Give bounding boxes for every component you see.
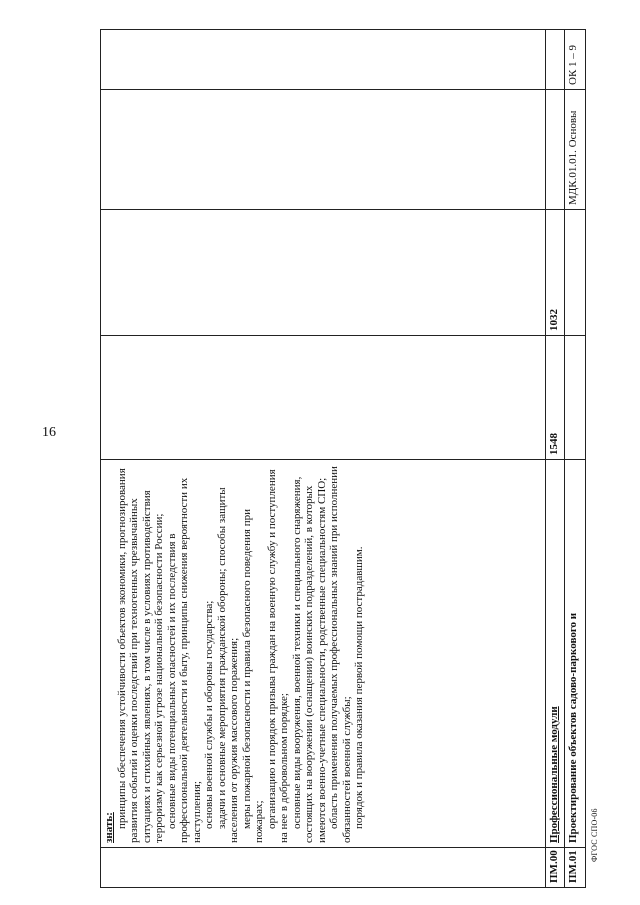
table-row	[101, 30, 546, 888]
pm01-mdk: МДК.01.01. Основы	[565, 90, 586, 210]
pm01-competencies: ОК 1 – 9	[565, 30, 586, 90]
competency-cell	[101, 30, 546, 90]
know-item: основы военной службы и обороны государства;	[203, 600, 215, 829]
pm00-teacher-hours: 1032	[546, 210, 565, 336]
table-row-pm01	[565, 30, 586, 888]
know-item: основные виды вооружения, военной техники и специального снаряжения, состоящих на вооружении (оснащении) воинских подразделений, в которых имеются военно-учетные специальности, родственные специальностям СПО;	[290, 476, 328, 843]
pm00-competency	[546, 30, 565, 90]
curriculum-table	[100, 29, 586, 888]
know-item: организацию и порядок призыва граждан на военную службу и поступления на нее в добровольном порядке;	[265, 469, 290, 843]
total-hours-cell	[101, 336, 546, 460]
know-item: принципы обеспечения устойчивости объектов экономики, прогнозирования развития событий и оценки последствий при техногенных чрезвычайных ситуациях и стихийных явлениях, в том числе в условиях противодействия терроризму как серьезной угрозе национальной безопасности России;	[115, 468, 165, 843]
teacher-hours-cell	[101, 210, 546, 336]
pm00-code: ПМ.00	[546, 848, 565, 888]
pm00-total: 1548	[546, 336, 565, 460]
footer-label: ФГОС СПО-06	[590, 808, 599, 862]
index-cell	[101, 848, 546, 888]
pm00-module	[546, 90, 565, 210]
content-cell	[101, 460, 546, 848]
pm01-total	[565, 336, 586, 460]
know-item: область применения получаемых профессиональных знаний при исполнении обязанностей военной службы;	[328, 466, 353, 843]
pm00-title: Профессиональные модули	[546, 460, 565, 848]
know-item: порядок и правила оказания первой помощи пострадавшим.	[353, 546, 365, 829]
pm01-title: Проектирование объектов садово-паркового и	[565, 460, 586, 848]
pm01-teacher-hours	[565, 210, 586, 336]
pm01-code: ПМ.01	[565, 848, 586, 888]
know-label: знать:	[103, 812, 115, 843]
curriculum-table-page	[100, 30, 579, 888]
know-item: меры пожарной безопасности и правила безопасного поведения при пожарах;	[240, 509, 265, 843]
table-row-pm00	[546, 30, 565, 888]
page-number: 16	[42, 425, 56, 440]
know-item: задачи и основные мероприятия гражданской обороны; способы защиты населения от оружия массового поражения;	[215, 487, 240, 843]
module-cell	[101, 90, 546, 210]
know-item: основные виды потенциальных опасностей и их последствия в профессиональной деятельности и быту, принципы снижения вероятности их наступления;	[165, 477, 203, 843]
